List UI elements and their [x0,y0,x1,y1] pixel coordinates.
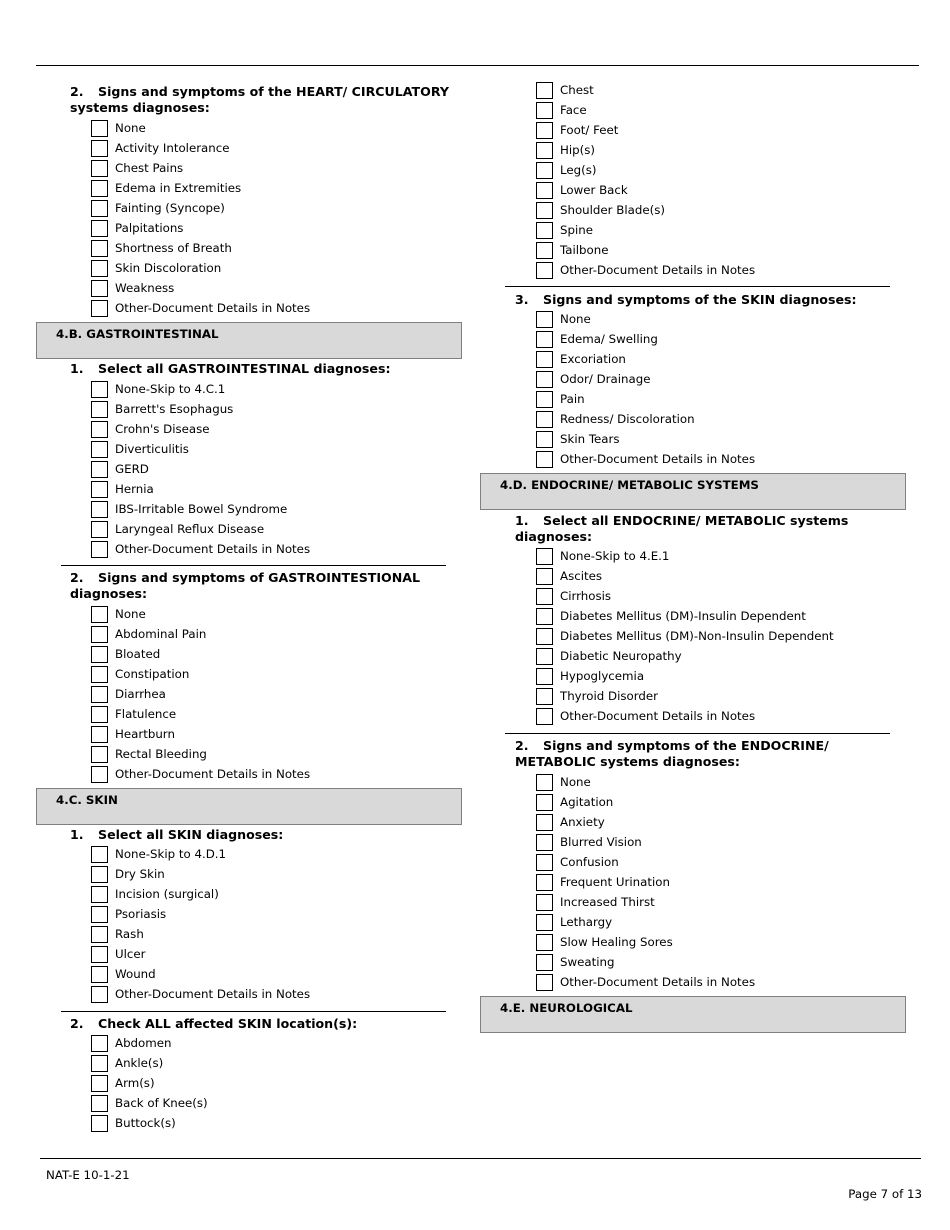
question-title-cont: METABOLIC systems diagnoses: [515,754,740,769]
checkbox[interactable] [536,874,553,891]
checkbox-label: Ankle(s) [115,1056,164,1070]
checkbox-label: GERD [115,462,149,477]
checkbox-label: Activity Intolerance [115,141,230,155]
checkbox-option[interactable] [536,872,670,892]
checkbox-label: None-Skip to 4.C.1 [115,382,226,396]
checkbox-label: Thyroid Disorder [560,689,658,703]
checkbox[interactable] [536,914,553,931]
checkbox-option[interactable] [536,792,613,812]
checkbox[interactable] [536,708,553,725]
checkbox-option[interactable] [536,449,755,469]
checkbox-label: Cirrhosis [560,589,612,603]
checkbox-option[interactable] [91,519,264,539]
checkbox[interactable] [91,120,108,137]
checkbox-label: Wound [115,967,156,981]
checkbox[interactable] [91,1075,108,1092]
checkbox-label: Tailbone [560,243,609,257]
checkbox-option[interactable] [91,944,146,964]
checkbox[interactable] [91,1055,108,1072]
checkbox-label: Anxiety [560,815,605,829]
checkbox-label: Leg(s) [560,163,597,177]
checkbox-option[interactable] [536,180,628,200]
checkbox-option[interactable] [91,158,183,178]
checkbox-label: Edema in Extremities [115,181,242,195]
form-id: NAT-E 10-1-21 [46,1168,130,1182]
checkbox-label: Skin Tears [560,432,620,446]
checkbox-option[interactable] [91,479,154,499]
checkbox-label: Blurred Vision [560,835,642,849]
checkbox[interactable] [91,280,108,297]
question-number: 2. [515,738,529,753]
checkbox-option[interactable] [91,379,225,399]
checkbox[interactable] [536,894,553,911]
section-header-gastrointestinal [36,322,462,359]
skin-q2-heading [70,1016,470,1032]
section-header-endocrine [480,473,906,510]
checkbox[interactable] [536,142,553,159]
checkbox-label: Pain [560,392,585,406]
checkbox-option[interactable] [91,499,287,519]
checkbox-option[interactable] [536,369,650,389]
checkbox[interactable] [536,974,553,991]
checkbox[interactable] [91,501,108,518]
checkbox-option[interactable] [536,772,591,792]
checkbox[interactable] [91,461,108,478]
checkbox-option[interactable] [91,238,232,258]
checkbox-option[interactable] [91,744,207,764]
question-title-cont: systems diagnoses: [70,100,210,115]
checkbox-label: Constipation [115,667,190,681]
gi-q2-heading [70,570,470,602]
checkbox[interactable] [536,934,553,951]
checkbox-option[interactable] [91,1033,172,1053]
checkbox-option[interactable] [91,1053,163,1073]
checkbox[interactable] [536,262,553,279]
checkbox-option[interactable] [91,298,310,318]
checkbox[interactable] [91,986,108,1003]
checkbox[interactable] [91,481,108,498]
checkbox-label: Diabetes Mellitus (DM)-Non-Insulin Dependent [560,629,834,643]
checkbox-label: Edema/ Swelling [560,332,658,346]
checkbox[interactable] [536,222,553,239]
checkbox-label: Increased Thirst [560,895,655,909]
checkbox[interactable] [536,794,553,811]
section-header-skin [36,788,462,825]
page-number: Page 7 of 13 [848,1187,922,1201]
checkbox-label: Confusion [560,855,619,869]
checkbox[interactable] [91,200,108,217]
checkbox-label: Excoriation [560,352,626,366]
checkbox-label: Other-Document Details in Notes [560,452,756,466]
checkbox-option[interactable] [91,684,166,704]
checkbox-label: Rectal Bleeding [115,747,207,761]
checkbox-label: Skin Discoloration [115,261,222,275]
checkbox-label: Heartburn [115,727,175,741]
checkbox-option[interactable] [91,704,176,724]
checkbox-option[interactable] [536,972,755,992]
checkbox-label: Back of Knee(s) [115,1096,208,1110]
heart-q2-heading [70,84,470,116]
checkbox-label: Odor/ Drainage [560,372,651,386]
checkbox[interactable] [91,381,108,398]
checkbox[interactable] [91,626,108,643]
question-title: Select all GASTROINTESTINAL diagnoses: [98,361,391,376]
checkbox[interactable] [91,646,108,663]
checkbox-option[interactable] [536,706,755,726]
checkbox-option[interactable] [536,100,587,120]
checkbox-option[interactable] [536,409,695,429]
checkbox-label: Diabetes Mellitus (DM)-Insulin Dependent [560,609,806,623]
checkbox-option[interactable] [91,644,160,664]
checkbox-label: Lethargy [560,915,613,929]
checkbox-option[interactable] [536,140,595,160]
checkbox[interactable] [536,331,553,348]
checkbox-option[interactable] [536,160,596,180]
checkbox-option[interactable] [91,884,219,904]
checkbox[interactable] [536,102,553,119]
checkbox-label: Spine [560,223,593,237]
checkbox-label: Dry Skin [115,867,165,881]
checkbox[interactable] [91,260,108,277]
checkbox[interactable] [91,1095,108,1112]
top-rule [36,65,919,66]
checkbox-label: Frequent Urination [560,875,670,889]
checkbox-option[interactable] [536,240,608,260]
checkbox[interactable] [536,451,553,468]
checkbox[interactable] [91,966,108,983]
checkbox-option[interactable] [536,606,806,626]
checkbox[interactable] [536,568,553,585]
gi-q1-heading [70,361,470,377]
checkbox[interactable] [91,180,108,197]
checkbox-label: IBS-Irritable Bowel Syndrome [115,502,288,517]
checkbox[interactable] [91,300,108,317]
checkbox-label: Shoulder Blade(s) [560,203,665,217]
checkbox[interactable] [91,946,108,963]
checkbox-label: Hypoglycemia [560,669,645,683]
checkbox[interactable] [91,726,108,743]
checkbox-label: Buttock(s) [115,1116,176,1130]
checkbox-label: Other-Document Details in Notes [115,987,311,1001]
checkbox-option[interactable] [536,932,673,952]
checkbox-option[interactable] [536,260,755,280]
checkbox-option[interactable] [536,200,665,220]
checkbox-option[interactable] [91,399,233,419]
checkbox-label: Bloated [115,647,161,661]
checkbox-option[interactable] [536,812,605,832]
checkbox[interactable] [91,666,108,683]
checkbox-option[interactable] [536,586,611,606]
checkbox-option[interactable] [536,120,618,140]
question-number: 2. [70,84,84,99]
checkbox[interactable] [536,311,553,328]
checkbox[interactable] [536,391,553,408]
checkbox-option[interactable] [91,459,149,479]
checkbox-label: None-Skip to 4.D.1 [115,847,227,861]
checkbox-label: Slow Healing Sores [560,935,673,949]
checkbox-option[interactable] [536,80,594,100]
checkbox-label: Other-Document Details in Notes [115,542,311,557]
checkbox[interactable] [91,220,108,237]
checkbox-option[interactable] [91,278,174,298]
checkbox[interactable] [536,648,553,665]
checkbox-option[interactable] [91,419,210,439]
checkbox-option[interactable] [91,118,146,138]
checkbox[interactable] [91,846,108,863]
question-divider [61,1011,446,1012]
checkbox-option[interactable] [536,349,626,369]
checkbox[interactable] [536,371,553,388]
checkbox-label: Diarrhea [115,687,166,701]
checkbox-label: Chest [560,83,594,97]
checkbox[interactable] [536,834,553,851]
checkbox-option[interactable] [91,258,221,278]
checkbox[interactable] [536,242,553,259]
checkbox-option[interactable] [91,178,241,198]
checkbox-label: Chest Pains [115,161,184,175]
question-title: Select all ENDOCRINE/ METABOLIC systems [543,513,849,528]
question-title: Signs and symptoms of the HEART/ CIRCULATORY [98,84,449,99]
checkbox[interactable] [91,441,108,458]
checkbox-label: Other-Document Details in Notes [560,709,756,723]
checkbox-option[interactable] [536,912,612,932]
checkbox-label: Redness/ Discoloration [560,412,695,426]
checkbox-option[interactable] [91,1093,208,1113]
checkbox-label: None-Skip to 4.E.1 [560,549,670,563]
checkbox-option[interactable] [536,220,593,240]
checkbox-option[interactable] [536,686,658,706]
section-title: 4.E. NEUROLOGICAL [500,1001,633,1015]
checkbox-label: Other-Document Details in Notes [560,263,756,277]
checkbox[interactable] [536,854,553,871]
checkbox-option[interactable] [536,952,615,972]
checkbox-label: Crohn's Disease [115,422,210,437]
checkbox-option[interactable] [91,924,144,944]
checkbox-label: Psoriasis [115,907,167,921]
checkbox-option[interactable] [91,604,146,624]
checkbox-label: Rash [115,927,144,941]
checkbox[interactable] [536,202,553,219]
checkbox-option[interactable] [536,832,642,852]
checkbox[interactable] [91,686,108,703]
question-number: 2. [70,1016,84,1031]
checkbox[interactable] [536,431,553,448]
checkbox-option[interactable] [91,439,189,459]
section-title: 4.C. SKIN [56,793,118,807]
checkbox-option[interactable] [536,389,585,409]
section-title: 4.D. ENDOCRINE/ METABOLIC SYSTEMS [500,478,759,492]
checkbox[interactable] [536,411,553,428]
checkbox-option[interactable] [91,1073,155,1093]
checkbox[interactable] [536,774,553,791]
checkbox[interactable] [91,140,108,157]
checkbox[interactable] [91,421,108,438]
checkbox-option[interactable] [536,309,591,329]
checkbox-label: Flatulence [115,707,177,721]
checkbox-option[interactable] [91,904,166,924]
skin-q1-heading [70,827,470,843]
checkbox-option[interactable] [536,852,619,872]
checkbox-option[interactable] [91,1113,176,1133]
bottom-rule [40,1158,921,1159]
checkbox-option[interactable] [536,546,669,566]
checkbox-label: Palpitations [115,221,184,235]
checkbox-label: Fainting (Syncope) [115,201,225,215]
checkbox[interactable] [536,608,553,625]
question-title-cont: diagnoses: [70,586,148,601]
endo-q2-heading [515,738,915,770]
checkbox[interactable] [91,886,108,903]
checkbox-label: Arm(s) [115,1076,155,1090]
checkbox-option[interactable] [91,864,165,884]
checkbox-option[interactable] [91,218,183,238]
checkbox[interactable] [536,182,553,199]
checkbox[interactable] [536,351,553,368]
question-title: Signs and symptoms of GASTROINTESTIONAL [98,570,421,585]
checkbox-option[interactable] [91,624,206,644]
checkbox[interactable] [536,548,553,565]
question-title: Check ALL affected SKIN location(s): [98,1016,358,1031]
question-title-cont: diagnoses: [515,529,593,544]
checkbox-label: Diabetic Neuropathy [560,649,682,663]
checkbox-option[interactable] [536,666,644,686]
checkbox-label: Ulcer [115,947,146,961]
checkbox[interactable] [536,668,553,685]
checkbox[interactable] [536,82,553,99]
checkbox-option[interactable] [536,626,834,646]
checkbox-label: Other-Document Details in Notes [115,767,311,781]
section-title: 4.B. GASTROINTESTINAL [56,327,219,341]
checkbox[interactable] [536,954,553,971]
skin-q3-heading [515,292,915,308]
question-title: Signs and symptoms of the SKIN diagnoses: [543,292,857,307]
question-title: Select all SKIN diagnoses: [98,827,284,842]
question-divider [505,286,890,287]
checkbox[interactable] [536,628,553,645]
checkbox[interactable] [91,706,108,723]
question-number: 1. [70,361,84,376]
checkbox-option[interactable] [91,138,230,158]
checkbox-label: Weakness [115,281,175,295]
checkbox-label: None [115,121,146,135]
checkbox-option[interactable] [91,964,156,984]
checkbox[interactable] [91,866,108,883]
checkbox[interactable] [91,906,108,923]
checkbox-option[interactable] [536,566,602,586]
checkbox-option[interactable] [91,724,175,744]
checkbox-option[interactable] [91,844,226,864]
checkbox-label: Agitation [560,795,614,809]
checkbox-label: None [560,775,591,789]
checkbox-label: Lower Back [560,183,628,197]
checkbox-option[interactable] [536,646,682,666]
checkbox[interactable] [536,162,553,179]
checkbox[interactable] [91,240,108,257]
checkbox-label: Barrett's Esophagus [115,402,234,417]
checkbox-label: None [560,312,591,326]
checkbox[interactable] [91,1115,108,1132]
endo-q1-heading [515,513,915,545]
section-header-neurological [480,996,906,1033]
question-number: 2. [70,570,84,585]
checkbox-label: Other-Document Details in Notes [115,301,311,315]
question-title: Signs and symptoms of the ENDOCRINE/ [543,738,829,753]
question-number: 3. [515,292,529,307]
question-divider [61,565,446,566]
checkbox[interactable] [91,160,108,177]
checkbox-label: Sweating [560,955,615,969]
question-number: 1. [70,827,84,842]
checkbox[interactable] [91,606,108,623]
checkbox[interactable] [91,541,108,558]
checkbox-option[interactable] [91,764,310,784]
checkbox-label: Ascites [560,569,603,583]
checkbox-label: Abdomen [115,1036,172,1050]
checkbox[interactable] [536,588,553,605]
checkbox-option[interactable] [91,539,310,559]
checkbox[interactable] [536,122,553,139]
checkbox[interactable] [91,401,108,418]
checkbox-label: Diverticulitis [115,442,189,457]
checkbox-label: None [115,607,146,621]
checkbox-option[interactable] [91,664,189,684]
checkbox-label: Hernia [115,482,154,497]
checkbox-option[interactable] [91,984,310,1004]
question-divider [505,733,890,734]
checkbox-option[interactable] [536,892,655,912]
checkbox[interactable] [536,814,553,831]
checkbox-option[interactable] [91,198,225,218]
checkbox-label: Face [560,103,587,117]
checkbox-label: Shortness of Breath [115,241,232,255]
checkbox-label: Other-Document Details in Notes [560,975,756,989]
checkbox-label: Incision (surgical) [115,887,219,901]
checkbox[interactable] [91,766,108,783]
checkbox[interactable] [91,1035,108,1052]
checkbox-label: Laryngeal Reflux Disease [115,522,265,537]
checkbox[interactable] [91,926,108,943]
checkbox[interactable] [536,688,553,705]
checkbox[interactable] [91,521,108,538]
checkbox[interactable] [91,746,108,763]
question-number: 1. [515,513,529,528]
checkbox-label: Abdominal Pain [115,627,207,641]
checkbox-label: Foot/ Feet [560,123,619,137]
checkbox-label: Hip(s) [560,143,595,157]
checkbox-option[interactable] [536,429,620,449]
checkbox-option[interactable] [536,329,658,349]
